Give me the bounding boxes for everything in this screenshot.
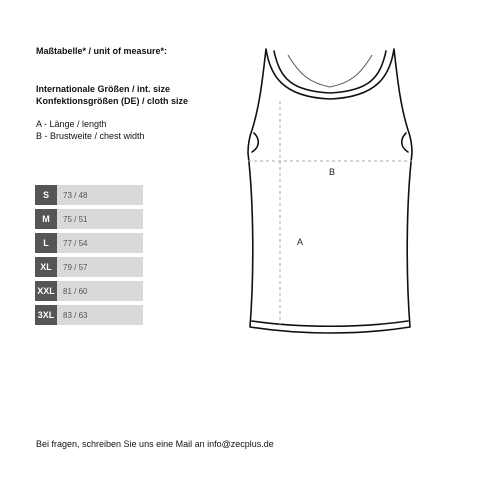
racerback-straps	[288, 55, 372, 87]
chest-width-label: B	[329, 167, 336, 177]
size-value: 73 / 48	[57, 185, 143, 205]
size-row	[35, 257, 143, 277]
tank-top-diagram	[230, 35, 430, 340]
size-row	[35, 305, 143, 325]
size-row	[35, 281, 143, 301]
size-row	[35, 233, 143, 253]
size-code: XL	[35, 257, 57, 277]
legend-length: A - Länge / length	[36, 119, 107, 129]
size-row	[35, 185, 143, 205]
tank-top-outline	[248, 49, 412, 333]
size-value: 75 / 51	[57, 209, 143, 229]
size-code: 3XL	[35, 305, 57, 325]
size-code: L	[35, 233, 57, 253]
size-table	[35, 185, 143, 329]
contact-footer: Bei fragen, schreiben Sie uns eine Mail an info@zecplus.de	[36, 439, 274, 449]
size-row	[35, 209, 143, 229]
legend-chest-width: B - Brustweite / chest width	[36, 131, 145, 141]
intl-size-heading: Internationale Größen / int. size	[36, 84, 171, 94]
hem-line	[252, 321, 408, 326]
size-value: 77 / 54	[57, 233, 143, 253]
size-value: 83 / 63	[57, 305, 143, 325]
armhole-right	[402, 133, 408, 152]
size-code: S	[35, 185, 57, 205]
size-value: 79 / 57	[57, 257, 143, 277]
size-code: XXL	[35, 281, 57, 301]
size-code: M	[35, 209, 57, 229]
page-title: Maßtabelle* / unit of measure*:	[36, 46, 168, 56]
armhole-left	[252, 133, 258, 152]
cloth-size-heading: Konfektionsgrößen (DE) / cloth size	[36, 96, 189, 106]
size-value: 81 / 60	[57, 281, 143, 301]
length-label: A	[297, 237, 304, 247]
